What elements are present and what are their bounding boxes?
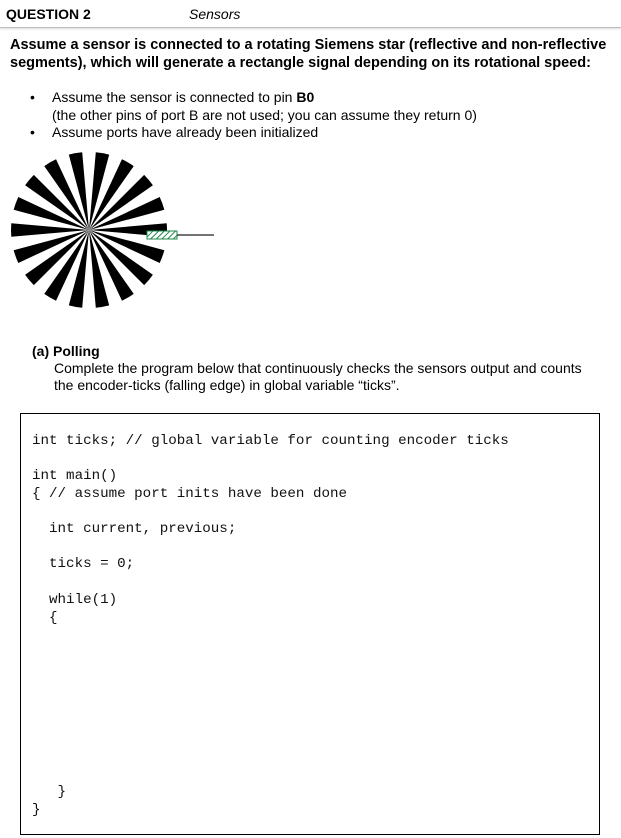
code-line-global: int ticks; // global variable for counting encoder ticks [32,433,509,449]
question-intro: Assume a sensor is connected to a rotating Siemens star (reflective and non-reflective segments), which will generate a rectangle signal depending on its rotational speed: [10,37,607,71]
code-line-main: int main() [32,468,118,484]
siemens-star-diagram [7,150,222,312]
bullet-icon: • [30,89,35,105]
assumption-pin-text: Assume the sensor is connected to pin [52,89,297,105]
code-line-close: } [32,802,41,818]
code-line-while-open: { [32,610,58,626]
part-a-title: (a) Polling [32,343,100,359]
assumptions-list [30,89,600,142]
part-a-description: Complete the program below that continuously checks the sensors output and counts the encoder-ticks (falling edge) in global variable “ticks”. [54,360,582,393]
page-header [0,0,621,28]
assumption-init [30,124,600,142]
siemens-star-wedges [11,152,167,307]
topic-title: Sensors [189,6,241,22]
code-line-decl: int current, previous; [32,521,237,537]
part-a [32,343,592,394]
question-label: QUESTION 2 [6,6,91,22]
assumption-pin [30,89,600,124]
bullet-icon: • [30,124,35,140]
code-box [20,413,600,835]
star-segment [89,230,109,308]
star-segment [69,230,89,308]
code-line-while: while(1) [32,592,118,608]
sensor-icon [147,231,214,239]
code-line-init: ticks = 0; [32,556,135,572]
assumption-init-text: Assume ports have already been initialized [52,124,319,140]
code-line-while-close: } [32,784,67,800]
code-line-open: { // assume port inits have been done [32,486,348,502]
pin-name: B0 [296,89,315,105]
star-segment [89,152,109,230]
star-segment [69,152,89,230]
assumption-pin-note: (the other pins of port B are not used; you can assume they return 0) [52,106,477,123]
